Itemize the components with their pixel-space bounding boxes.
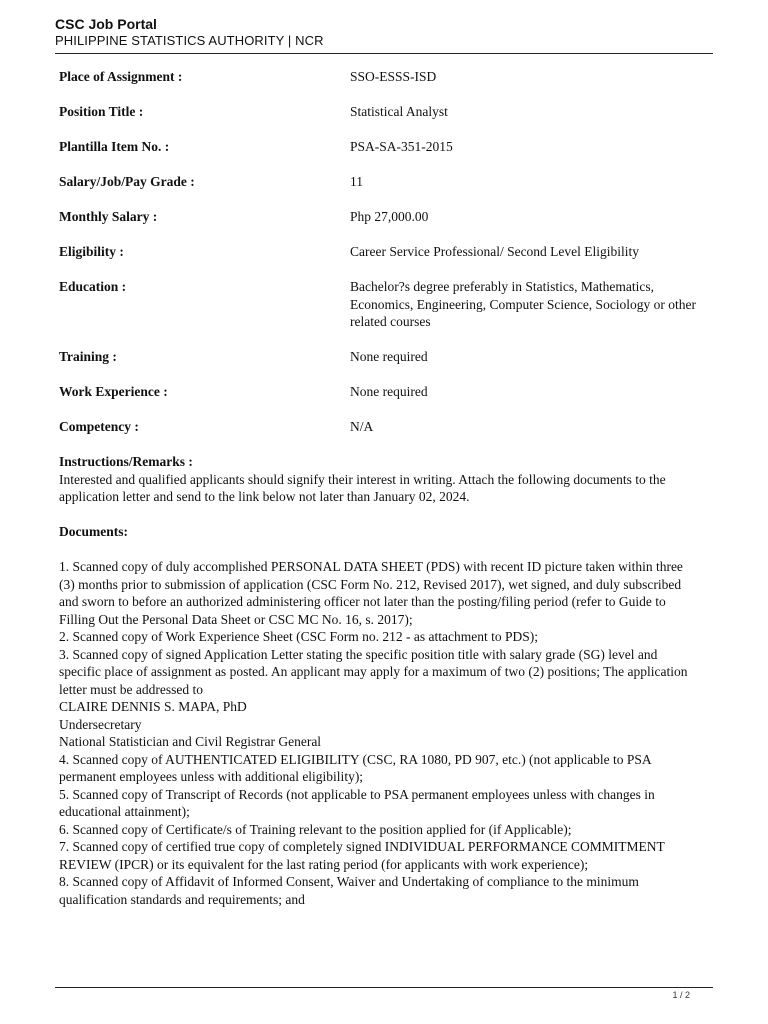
- field-position-title: [59, 103, 699, 121]
- field-training: [59, 348, 699, 366]
- addressee-name: CLAIRE DENNIS S. MAPA, PhD: [59, 699, 247, 714]
- field-monthly-salary: [59, 208, 699, 226]
- field-label: Monthly Salary :: [59, 209, 158, 224]
- addressee-office: National Statistician and Civil Registrar General: [59, 734, 322, 749]
- document-item: 1. Scanned copy of duly accomplished PERSONAL DATA SHEET (PDS) with recent ID picture taken within three (3) months prior to submission of application (CSC Form No. 212, Revised 2017), wet signed, and duly subscribed and sworn to before an authorized administering officer not later than the posting/filing period (refer to Guide to Filling Out the Personal Data Sheet or CSC MC No. 16, s. 2017);: [59, 559, 683, 627]
- instructions-text: Interested and qualified applicants should signify their interest in writing. Attach the following documents to the application letter and send to the link below not later than January 02, 2024.: [59, 471, 666, 504]
- page-header: [55, 15, 713, 49]
- document-item: 6. Scanned copy of Certificate/s of Training relevant to the position applied for (if Applicable);: [59, 821, 572, 837]
- job-posting-body: [59, 68, 699, 908]
- field-value: Statistical Analyst: [350, 104, 448, 119]
- field-label: Training :: [59, 349, 117, 364]
- field-education: [59, 278, 699, 331]
- portal-name: CSC Job Portal: [55, 16, 157, 32]
- footer-divider: [55, 987, 713, 988]
- document-item: 8. Scanned copy of Affidavit of Informed Consent, Waiver and Undertaking of compliance to the minimum qualification standards and requirements; and: [59, 874, 639, 907]
- document-item: 4. Scanned copy of AUTHENTICATED ELIGIBILITY (CSC, RA 1080, PD 907, etc.) (not applicable to PSA permanent employees unless with additional eligibility);: [59, 751, 651, 784]
- field-label: Position Title :: [59, 104, 144, 119]
- field-value: 11: [350, 174, 363, 189]
- field-salary-grade: [59, 173, 699, 191]
- instructions-heading: Instructions/Remarks :: [59, 454, 193, 469]
- field-value: Bachelor?s degree preferably in Statistics, Mathematics, Economics, Engineering, Computer Science, Sociology or other related courses: [350, 279, 697, 329]
- field-label: Education :: [59, 279, 127, 294]
- field-value: Php 27,000.00: [350, 209, 429, 224]
- field-label: Work Experience :: [59, 384, 168, 399]
- field-plantilla-item: [59, 138, 699, 156]
- field-value: N/A: [350, 419, 374, 434]
- field-value: None required: [350, 349, 428, 364]
- field-competency: [59, 418, 699, 436]
- field-eligibility: [59, 243, 699, 261]
- documents-list: [59, 558, 699, 908]
- addressee-title: Undersecretary: [59, 716, 142, 732]
- document-item: 2. Scanned copy of Work Experience Sheet (CSC Form no. 212 - as attachment to PDS);: [59, 629, 538, 644]
- field-label: Competency :: [59, 419, 139, 434]
- field-label: Place of Assignment :: [59, 69, 183, 84]
- field-value: PSA-SA-351-2015: [350, 139, 453, 154]
- field-value: Career Service Professional/ Second Level Eligibility: [350, 244, 640, 259]
- documents-heading: Documents:: [59, 524, 128, 539]
- page-number: 1 / 2: [672, 990, 690, 1000]
- field-label: Plantilla Item No. :: [59, 139, 170, 154]
- header-divider: [55, 53, 713, 54]
- field-value: None required: [350, 384, 428, 399]
- document-item: 3. Scanned copy of signed Application Letter stating the specific position title with salary grade (SG) level and specific place of assignment as posted. An applicant may apply for a maximum of two (2) positions; The application letter must be addressed to: [59, 646, 688, 697]
- field-value: SSO-ESSS-ISD: [350, 69, 437, 84]
- field-place-of-assignment: [59, 68, 699, 86]
- agency-name: PHILIPPINE STATISTICS AUTHORITY | NCR: [55, 33, 324, 48]
- document-item: 5. Scanned copy of Transcript of Records (not applicable to PSA permanent employees unless with changes in educational attainment);: [59, 786, 655, 819]
- field-label: Salary/Job/Pay Grade :: [59, 174, 195, 189]
- field-label: Eligibility :: [59, 244, 124, 259]
- document-item: 7. Scanned copy of certified true copy of completely signed INDIVIDUAL PERFORMANCE COMMITMENT REVIEW (IPCR) or its equivalent for the last rating period (for applicants with work experience);: [59, 839, 665, 872]
- field-work-experience: [59, 383, 699, 401]
